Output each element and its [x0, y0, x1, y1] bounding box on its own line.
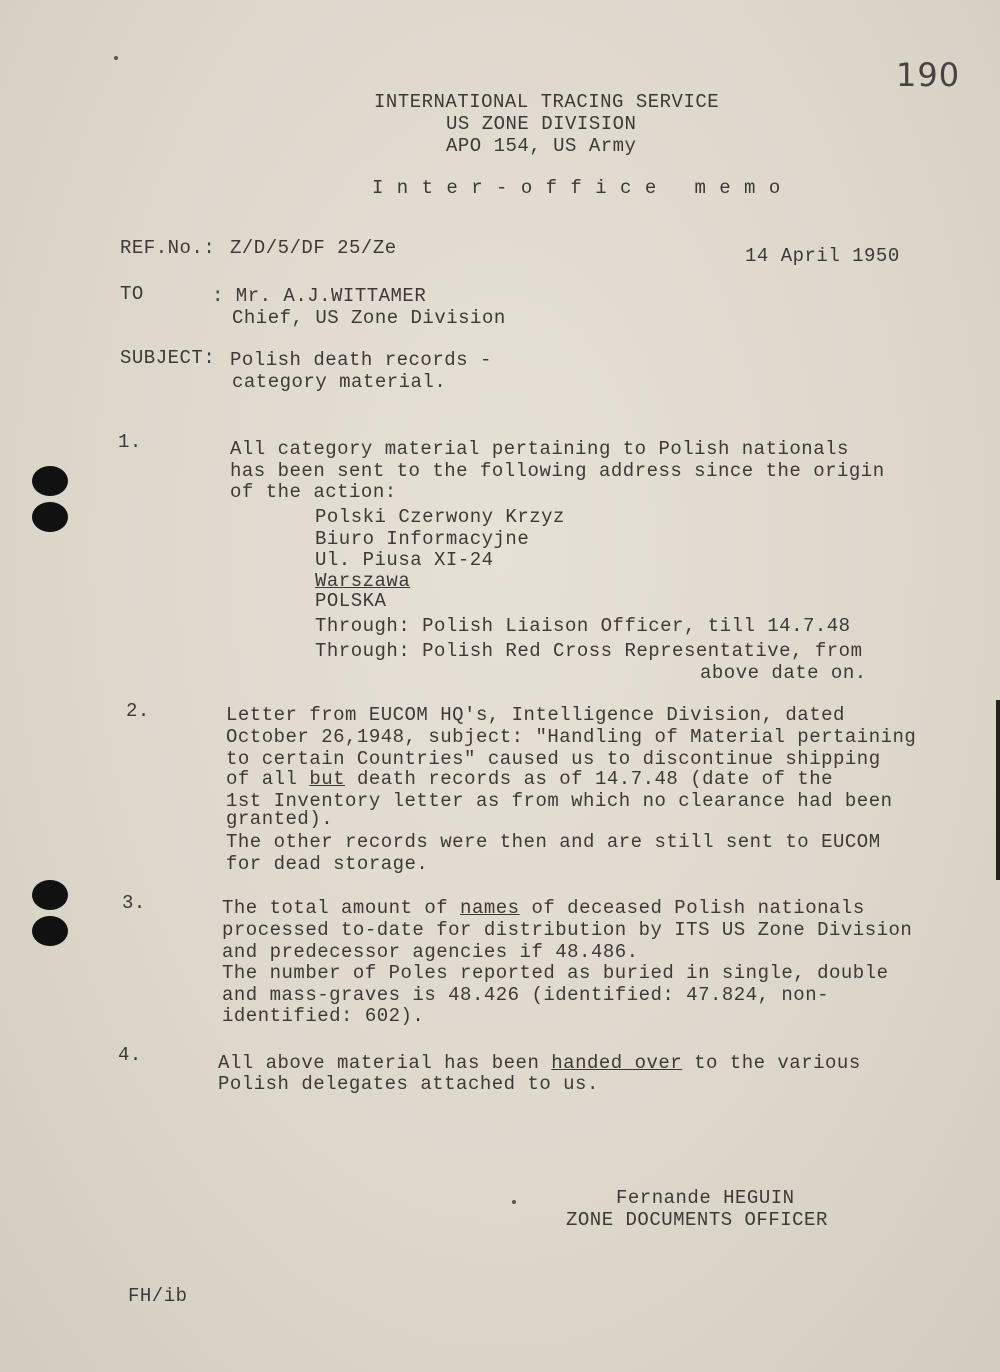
- memo-date: 14 April 1950: [745, 245, 900, 267]
- p4-underlined-handed-over: handed over: [551, 1052, 683, 1074]
- paragraph-2-line-8: for dead storage.: [226, 853, 429, 875]
- header-division: US ZONE DIVISION: [446, 113, 637, 135]
- p3-line1-start: The total amount of: [222, 897, 461, 919]
- page-number: 190: [896, 56, 961, 94]
- to-recipient: : Mr. A.J.WITTAMER: [212, 285, 427, 307]
- p4-line1-start: All above material has been: [218, 1052, 552, 1074]
- paragraph-1-line-2: has been sent to the following address since the origin: [230, 460, 885, 482]
- address-line-4: Warszawa: [315, 570, 411, 592]
- signature-name: Fernande HEGUIN: [616, 1187, 795, 1209]
- paragraph-2-line-3: to certain Countries" caused us to discontinue shipping: [226, 748, 881, 770]
- header-address: APO 154, US Army: [446, 135, 637, 157]
- signature-title: ZONE DOCUMENTS OFFICER: [566, 1209, 828, 1231]
- paragraph-3-line-3: and predecessor agencies if 48.486.: [222, 941, 639, 963]
- paragraph-4-line-2: Polish delegates attached to us.: [218, 1073, 599, 1095]
- p2-line4-start: of all: [226, 768, 310, 790]
- paragraph-3-number: 3.: [122, 892, 146, 914]
- paragraph-3-line-6: identified: 602).: [222, 1005, 425, 1027]
- paragraph-4-number: 4.: [118, 1044, 142, 1066]
- scan-speck: [512, 1200, 516, 1204]
- paragraph-3-line-4: The number of Poles reported as buried in single, double: [222, 962, 889, 984]
- typist-initials: FH/ib: [128, 1285, 188, 1307]
- paragraph-3-line-1: [222, 897, 865, 919]
- paragraph-3-line-2: processed to-date for distribution by ITS US Zone Division: [222, 919, 913, 941]
- paragraph-2-line-4: [226, 768, 833, 790]
- scan-speck: [114, 56, 118, 60]
- paragraph-2-number: 2.: [126, 700, 150, 722]
- to-label: TO: [120, 283, 144, 305]
- paragraph-1-line-3: of the action:: [230, 481, 397, 503]
- paragraph-2-line-1: Letter from EUCOM HQ's, Intelligence Division, dated: [226, 704, 845, 726]
- paragraph-2-line-2: October 26,1948, subject: "Handling of Material pertaining: [226, 726, 917, 748]
- paragraph-3-line-5: and mass-graves is 48.426 (identified: 47.824, non-: [222, 984, 829, 1006]
- through-line-2: Through: Polish Red Cross Representative, from: [315, 640, 863, 662]
- paragraph-1-number: 1.: [118, 431, 142, 453]
- subject-line-1: Polish death records -: [230, 349, 492, 371]
- ref-label: REF.No.:: [120, 237, 216, 259]
- address-line-2: Biuro Informacyjne: [315, 528, 530, 550]
- scan-edge-mark: [996, 700, 1000, 880]
- address-line-5: POLSKA: [315, 590, 387, 612]
- subject-line-2: category material.: [232, 371, 447, 393]
- paragraph-4-line-1: [218, 1052, 861, 1074]
- paragraph-2-line-7: The other records were then and are still sent to EUCOM: [226, 831, 881, 853]
- through-line-3: above date on.: [700, 662, 867, 684]
- paragraph-1-line-1: All category material pertaining to Polish nationals: [230, 438, 849, 460]
- p3-underlined-names: names: [460, 897, 520, 919]
- p2-line4-end: death records as of 14.7.48 (date of the: [345, 768, 834, 790]
- address-line-3: Ul. Piusa XI-24: [315, 549, 494, 571]
- binder-hole-upper: [32, 466, 70, 532]
- header-organization: INTERNATIONAL TRACING SERVICE: [374, 91, 720, 113]
- through-line-1: Through: Polish Liaison Officer, till 14.7.48: [315, 615, 851, 637]
- paragraph-2-line-6: granted).: [226, 808, 334, 830]
- to-recipient-title: Chief, US Zone Division: [232, 307, 506, 329]
- p2-underlined-but: but: [309, 768, 346, 790]
- address-line-1: Polski Czerwony Krzyz: [315, 506, 565, 528]
- ref-value: Z/D/5/DF 25/Ze: [230, 237, 397, 259]
- memo-type: I n t e r - o f f i c e m e m o: [372, 177, 782, 199]
- p4-line1-end: to the various: [682, 1052, 861, 1074]
- p3-line1-end: of deceased Polish nationals: [519, 897, 865, 919]
- binder-hole-lower: [32, 880, 70, 946]
- subject-label: SUBJECT:: [120, 347, 216, 369]
- paragraph-2-line-5: 1st Inventory letter as from which no clearance had been: [226, 790, 893, 812]
